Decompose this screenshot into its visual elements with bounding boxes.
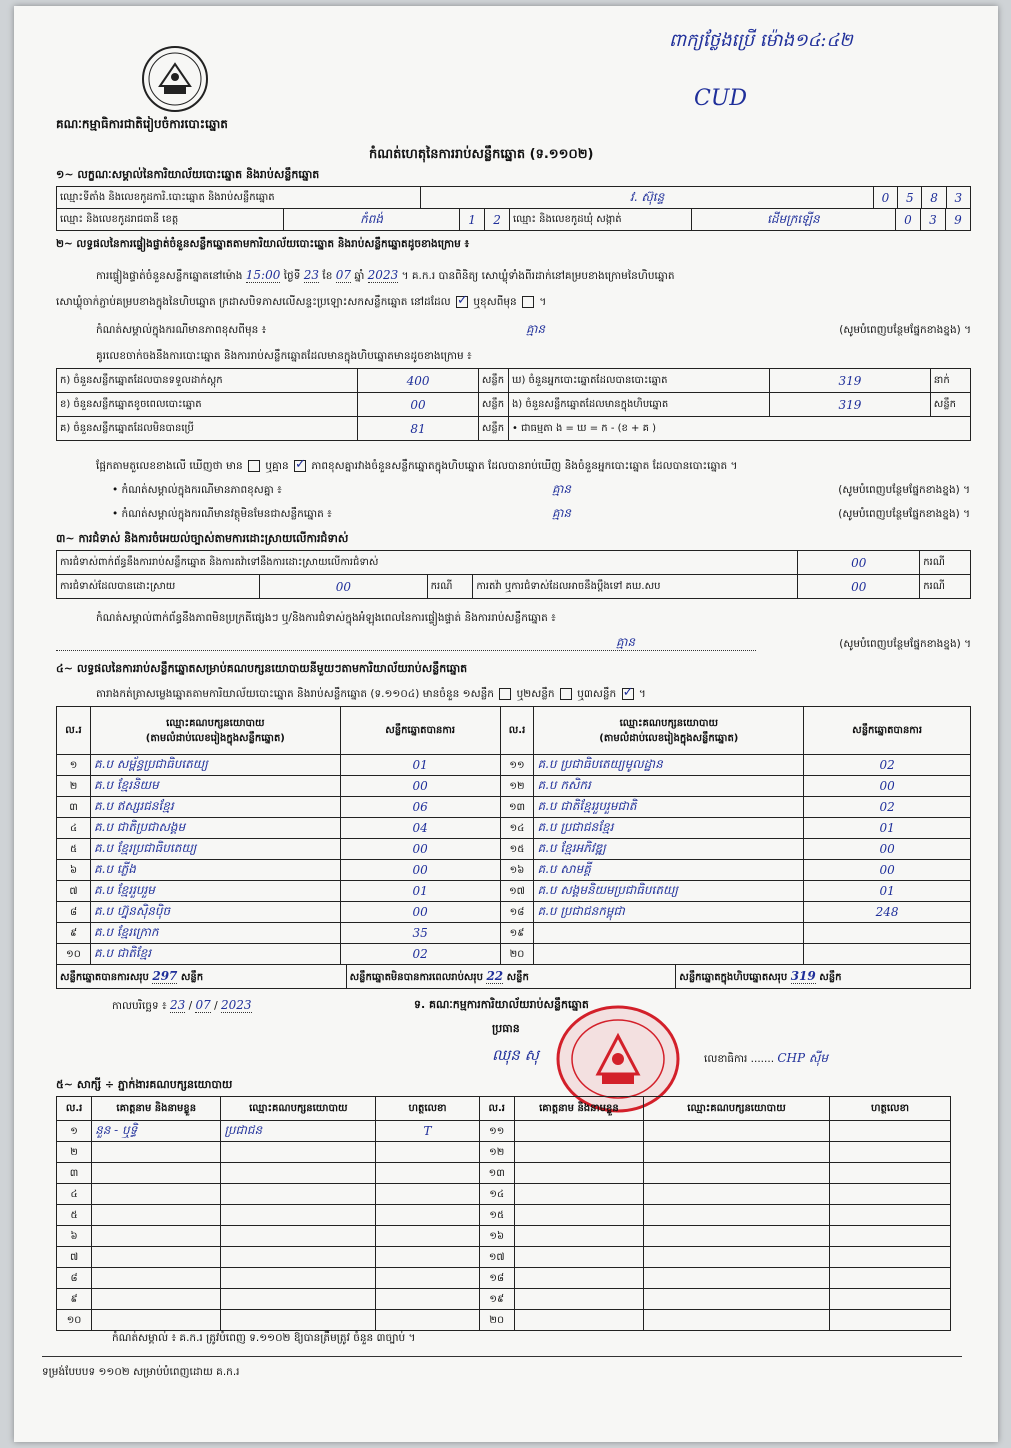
day-label: ថ្ងៃទី [283, 270, 301, 282]
resolved-value: 00 [260, 575, 428, 599]
party-votes: 06 [340, 797, 500, 818]
col-votes: សន្លឹកឆ្នោតបានការ [340, 707, 500, 755]
witness-signature [376, 1268, 479, 1289]
witness-signature [376, 1226, 479, 1247]
bullet-2-label: • កំណត់សម្គាល់ក្នុងករណីមានវត្ថុមិនមែនជាសន្លឹកឆ្នោត ៖ [112, 508, 332, 520]
org-name: គណៈកម្មាធិការជាតិរៀបចំការបោះឆ្នោត [56, 117, 228, 131]
party-name: គ.ប ខ្មែរប្រជាធិបតេយ្យ [90, 839, 340, 860]
one-sheet-checkbox[interactable] [499, 688, 511, 700]
count-b-value: 00 [358, 393, 479, 417]
witness-note: កំណត់សម្គាល់ ៖ គ.ក.រ ត្រូវបំពេញ ទ.១១០២ ឱ្យបានត្រឹមត្រូវ ចំនួន ៣ច្បាប់ ។ [112, 1332, 416, 1344]
appeal-label: ការតវ៉ា ឬការជំទាស់ដែលអាចនឹងប្តឹងទៅ គឃ.សប [473, 575, 798, 599]
party-number: ៤ [57, 818, 91, 839]
party-votes: 00 [804, 776, 971, 797]
count-e-label: ង) ចំនួនសន្លឹកឆ្នោតដែលមានក្នុងហិបឆ្នោត [508, 393, 769, 417]
witness-signature [376, 1142, 479, 1163]
witness-party [221, 1184, 376, 1205]
party-number: ១៨ [500, 902, 534, 923]
party-name: គ.ប សង្គមនិយមប្រជាធិបតេយ្យ [534, 881, 804, 902]
w-col-party: ឈ្មោះគណបក្សនយោបាយ [221, 1097, 376, 1121]
complaints-row1-value: 00 [798, 551, 920, 575]
witness-party [643, 1142, 829, 1163]
totals-table [56, 964, 971, 989]
verify-year: 2023 [367, 268, 399, 282]
witness-signature [830, 1184, 951, 1205]
witness-signature [830, 1268, 951, 1289]
party-row [57, 860, 971, 881]
month-label: ខែ [322, 270, 333, 282]
changed-label: ឬខុសពីមុន [473, 296, 517, 308]
total-box-cell: សន្លឹកឆ្នោតក្នុងហិបឆ្នោតសរុប 319 សន្លឹក [676, 965, 971, 989]
witness-name [514, 1310, 643, 1331]
count-a-label: ក) ចំនួនសន្លឹកឆ្នោតដែលបានទទួលដាក់ស្តុក [57, 369, 358, 393]
witness-signature [376, 1289, 479, 1310]
change-note-label: កំណត់សម្គាល់ក្នុងករណីមានភាពខុសពីមុន ៖ [96, 324, 267, 336]
nec-logo-icon [140, 44, 210, 114]
witness-party [221, 1310, 376, 1331]
witness-signature [830, 1142, 951, 1163]
tally-sheet-line: តារាងកត់ត្រាសម្លេងឆ្នោតតាមការិយាល័យបោះឆ្នោត និងរាប់សន្លឹកឆ្នោត (ទ.១១០៤) មានចំនួន ១សន្លឹក ឬ២សន្លឹក ឬ៣សន្លឹក ✓ ។ [96, 688, 646, 703]
col-party-right: ឈ្មោះគណបក្សនយោបាយ (តាមលំដាប់លេខរៀងក្នុងសន្លឹកឆ្នោត) [534, 707, 804, 755]
witness-name [514, 1142, 643, 1163]
witness-number: ៧ [57, 1247, 92, 1268]
count-c-unit: សន្លឹក [478, 417, 508, 441]
witness-number: ២ [57, 1142, 92, 1163]
party-number: ១៥ [500, 839, 534, 860]
witness-signature: T [376, 1121, 479, 1142]
party-name: គ.ប កសិករ [534, 776, 804, 797]
counts-table [56, 368, 971, 441]
changed-checkbox[interactable] [522, 296, 534, 308]
bullet-1-value: គ្មាន [552, 482, 572, 496]
total-valid: 297 [152, 968, 178, 983]
formula-text: • ជាធម្មតា ង = ឃ = ក - (ខ + គ ) [508, 417, 970, 441]
w-col-sign-right: ហត្ថលេខា [830, 1097, 951, 1121]
has-discrepancy-checkbox[interactable] [248, 460, 260, 472]
party-votes [804, 923, 971, 944]
bullet-2-value: គ្មាន [552, 506, 572, 520]
col-no: ល.រ [57, 707, 91, 755]
count-a-unit: សន្លឹក [478, 369, 508, 393]
party-name: គ.ប ជាតិប្រជាសង្គម [90, 818, 340, 839]
commune-code-1: 0 [896, 209, 921, 231]
w-col-sign: ហត្ថលេខា [376, 1097, 479, 1121]
party-row [57, 818, 971, 839]
province-code-2: 2 [485, 209, 510, 231]
witness-row [57, 1247, 951, 1268]
w-col-no: ល.រ [57, 1097, 92, 1121]
w-col-name-right: គោត្តនាម និងនាមខ្លួន [514, 1097, 643, 1121]
witness-party [221, 1205, 376, 1226]
party-number: ១៦ [500, 860, 534, 881]
discrepancy-tail: ភាពខុសគ្នារវាងចំនួនសន្លឹកឆ្នោតក្នុងហិបឆ្នោត ដែលបានរាប់ឃើញ និងចំនួនអ្នកបោះឆ្នោត ដែលបានបោះឆ្នោត ។ [311, 460, 738, 472]
party-results-table [56, 706, 971, 965]
witness-party [643, 1268, 829, 1289]
party-number: ១៤ [500, 818, 534, 839]
verify-day: 23 [303, 268, 320, 282]
party-number: ៧ [57, 881, 91, 902]
party-number: ៨ [57, 902, 91, 923]
fill-hint-2: (សូមបំពេញបន្ថែមផ្នែកខាងខ្នង) ។ [838, 484, 970, 496]
witness-name [92, 1289, 221, 1310]
change-note-value: គ្មាន [526, 322, 546, 336]
witness-party [221, 1226, 376, 1247]
count-b-unit: សន្លឹក [478, 393, 508, 417]
handwritten-initials: CUD [694, 86, 748, 111]
party-row [57, 839, 971, 860]
station-code-1: 0 [873, 187, 897, 209]
irregularity-note-value: គ្មាន [616, 635, 636, 649]
handwritten-time-note: ពាក្យថ្លែងប្រើ ម៉ោង១៤:៤២ [669, 30, 853, 51]
col-party: ឈ្មោះគណបក្សនយោបាយ (តាមលំដាប់លេខរៀងក្នុងសន្លឹកឆ្នោត) [90, 707, 340, 755]
section-2-heading: ២~ លទ្ធផលនៃការផ្ទៀងផ្ទាត់ចំនួនសន្លឹកឆ្នោតតាមការិយាល័យបោះឆ្នោត និងរាប់សន្លឹកឆ្នោតដូចខាងក្រោម ៖ [56, 238, 470, 250]
bullet-1-label: • កំណត់សម្គាល់ក្នុងករណីមានភាពខុសគ្នា ៖ [112, 484, 282, 496]
party-name: គ.ប ប្រជាជនកម្ពុជា [534, 902, 804, 923]
section-1-heading: ១~ លក្ខណៈសម្គាល់នៃការិយាល័យបោះឆ្នោត និងរាប់សន្លឹកឆ្នោត [56, 168, 320, 181]
two-sheet-label: ឬ២សន្លឹក [516, 688, 555, 700]
form-title: កំណត់ហេតុនៃការរាប់សន្លឹកឆ្នោត (ទ.១១០២) [369, 147, 594, 162]
party-number: ៥ [57, 839, 91, 860]
form-footer: ទម្រង់បែបបទ ១១០២ សម្រាប់បំពេញដោយ គ.ក.រ [42, 1366, 240, 1378]
party-name [534, 923, 804, 944]
witness-signature [830, 1310, 951, 1331]
party-votes: 02 [340, 944, 500, 965]
section-3-heading: ៣~ ការជំទាស់ និងការចំអេយល់ច្បាស់តាមការដោះស្រាយលើការជំទាស់ [56, 532, 349, 545]
witness-number: ២០ [479, 1310, 514, 1331]
party-number: ១ [57, 755, 91, 776]
witness-number: ១៤ [479, 1184, 514, 1205]
province-name: កំពង់ [284, 209, 460, 231]
count-c-value: 81 [358, 417, 479, 441]
party-name: គ.ប សម្ព័ន្ធប្រជាធិបតេយ្យ [90, 755, 340, 776]
witness-number: ៩ [57, 1289, 92, 1310]
total-valid-cell: សន្លឹកឆ្នោតបានការសរុប 297 សន្លឹក [57, 965, 347, 989]
witness-signature [376, 1205, 479, 1226]
verify-line-tail: ។ គ.ក.រ បានពិនិត្យ សោឃ្លុំទាំងពីរដាក់នៅគម្របខាងក្រោមនៃហិបឆ្នោត [401, 270, 675, 282]
station-code-3: 8 [922, 187, 946, 209]
witness-signature [376, 1184, 479, 1205]
party-votes: 00 [340, 839, 500, 860]
party-name [534, 944, 804, 965]
witness-row [57, 1163, 951, 1184]
party-votes: 00 [804, 839, 971, 860]
resolved-unit: ករណី [427, 575, 473, 599]
fill-hint-3: (សូមបំពេញបន្ថែមផ្នែកខាងខ្នង) ។ [838, 508, 970, 520]
party-number: ៩ [57, 923, 91, 944]
witness-number: ១៣ [479, 1163, 514, 1184]
witness-name [514, 1163, 643, 1184]
w-col-no-right: ល.រ [479, 1097, 514, 1121]
witness-number: ១២ [479, 1142, 514, 1163]
party-votes: 00 [340, 902, 500, 923]
station-name: វ. ស៊ុន្ទេ [421, 187, 874, 209]
witness-number: ៤ [57, 1184, 92, 1205]
total-invalid-cell: សន្លឹកឆ្នោតមិនបានការពេលរាប់សរុប 22 សន្លឹក [346, 965, 676, 989]
witness-name [92, 1205, 221, 1226]
party-name: គ.ប ឥស្សរជនខ្មែរ [90, 797, 340, 818]
party-name: គ.ប ខ្មែរនិយម [90, 776, 340, 797]
witness-number: ១ [57, 1121, 92, 1142]
party-number: ៣ [57, 797, 91, 818]
total-box: 319 [790, 968, 816, 983]
discrepancy-label: ផ្អែកតាមតួលេខខាងលើ ឃើញថា មាន [96, 460, 243, 472]
witness-party [643, 1184, 829, 1205]
witness-party [643, 1310, 829, 1331]
witness-party [643, 1205, 829, 1226]
witness-name [514, 1289, 643, 1310]
witness-party [643, 1226, 829, 1247]
witness-name [92, 1268, 221, 1289]
count-d-unit: នាក់ [930, 369, 970, 393]
party-row [57, 944, 971, 965]
secretary-signature: CHP សុីម [777, 1051, 828, 1065]
party-votes: 02 [804, 755, 971, 776]
change-note-line [96, 324, 971, 339]
complaints-table [56, 550, 971, 599]
location-table [56, 208, 971, 231]
witness-party [221, 1163, 376, 1184]
chair-label: ប្រធាន [492, 1022, 520, 1035]
witness-number: ១៧ [479, 1247, 514, 1268]
irregularity-note-line [56, 635, 971, 652]
verify-month: 07 [335, 268, 351, 282]
party-votes: 01 [340, 881, 500, 902]
party-number: ១៧ [500, 881, 534, 902]
counts-intro: គូរលេខចាក់ចងនឹងការបោះឆ្នោត និងការរាប់សន្លឹកឆ្នោតដែលមានក្នុងហិបឆ្នោតមានដូចខាងក្រោម ៖ [96, 350, 472, 362]
w-col-name: គោត្តនាម និងនាមខ្លួន [92, 1097, 221, 1121]
witness-party [643, 1163, 829, 1184]
party-votes: 00 [804, 860, 971, 881]
party-name: គ.ប ប្រជាធិបតេយ្យមូលដ្ឋាន [534, 755, 804, 776]
three-sheet-checkbox[interactable] [622, 688, 634, 700]
date-day: 23 [169, 998, 186, 1012]
chair-signature: ឈុន សុ [492, 1046, 539, 1064]
witness-signature [830, 1289, 951, 1310]
complaints-row1-label: ការជំទាស់ពាក់ព័ន្ធនឹងការរាប់សន្លឹកឆ្នោត និងការតវ៉ាទៅនឹងការដោះស្រាយលើការជំទាស់ [57, 551, 798, 575]
party-row [57, 797, 971, 818]
witness-party [643, 1121, 829, 1142]
party-name: គ.ប ខ្មែរក្រោក [90, 923, 340, 944]
witness-name [514, 1226, 643, 1247]
party-number: ២ [57, 776, 91, 797]
verify-time: 15:00 [245, 268, 281, 282]
count-d-label: ឃ) ចំនួនអ្នកបោះឆ្នោតដែលបានបោះឆ្នោត [508, 369, 769, 393]
witness-name [514, 1268, 643, 1289]
label-station: ឈ្មោះទីតាំង និងលេខកូដការិ.បោះឆ្នោត និងរាប់សន្លឹកឆ្នោត [57, 187, 421, 209]
party-number: ១២ [500, 776, 534, 797]
party-name: គ.ប ជាតិខ្មែររួបរួមជាតិ [534, 797, 804, 818]
witness-row [57, 1142, 951, 1163]
party-row [57, 755, 971, 776]
witness-row [57, 1310, 951, 1331]
witness-party [221, 1268, 376, 1289]
party-name: គ.ប ខ្មែររួបរួម [90, 881, 340, 902]
count-c-label: គ) ចំនួនសន្លឹកឆ្នោតដែលមិនបានប្រើ [57, 417, 358, 441]
party-number: ១៣ [500, 797, 534, 818]
ballot-count-form [14, 6, 998, 1442]
bullet-1-line [112, 484, 970, 499]
bullet-2-line [112, 508, 970, 523]
witness-row [57, 1289, 951, 1310]
party-number: ១១ [500, 755, 534, 776]
party-votes [804, 944, 971, 965]
party-votes: 04 [340, 818, 500, 839]
witness-name [92, 1163, 221, 1184]
party-votes: 01 [804, 818, 971, 839]
station-code-4: 3 [946, 187, 970, 209]
resolved-label: ការជំទាស់ដែលបានដោះស្រាយ [57, 575, 260, 599]
col-votes-right: សន្លឹកឆ្នោតបានការ [804, 707, 971, 755]
w-col-party-right: ឈ្មោះគណបក្សនយោបាយ [643, 1097, 829, 1121]
year-label: ឆ្នាំ [354, 270, 365, 282]
fill-hint-1: (សូមបំពេញបន្ថែមផ្នែកខាងខ្នង) ។ [839, 324, 971, 336]
party-name: គ.ប ភ្លើង [90, 860, 340, 881]
three-sheet-label: ឬ៣សន្លឹក [577, 688, 617, 700]
party-name: គ.ប ប្រជាជនខ្មែរ [534, 818, 804, 839]
witness-number: ៣ [57, 1163, 92, 1184]
party-number: ៦ [57, 860, 91, 881]
witness-party [643, 1289, 829, 1310]
party-votes: 01 [804, 881, 971, 902]
commune-code-3: 9 [945, 209, 970, 231]
party-votes: 01 [340, 755, 500, 776]
no-discrepancy-checkbox[interactable] [294, 460, 306, 472]
witness-party: ប្រជាជន [221, 1121, 376, 1142]
committee-label: ទ. គណៈកម្មការការិយាល័យរាប់សន្លឹកឆ្នោត [414, 998, 589, 1011]
commune-code-2: 3 [920, 209, 945, 231]
party-number: ២០ [500, 944, 534, 965]
date-month: 07 [195, 998, 211, 1012]
witness-signature [376, 1310, 479, 1331]
witness-party [643, 1247, 829, 1268]
witness-table [56, 1096, 951, 1331]
witness-name: នួន - ឬទ្ធិ [92, 1121, 221, 1142]
witness-number: ១៨ [479, 1268, 514, 1289]
party-row [57, 776, 971, 797]
party-number: ១០ [57, 944, 91, 965]
party-votes: 248 [804, 902, 971, 923]
witness-name [92, 1247, 221, 1268]
witness-name [514, 1121, 643, 1142]
discrepancy-line [96, 460, 737, 475]
tally-intro: តារាងកត់ត្រាសម្លេងឆ្នោតតាមការិយាល័យបោះឆ្នោត និងរាប់សន្លឹកឆ្នោត (ទ.១១០៤) មានចំនួន ១សន្លឹក [96, 688, 494, 700]
party-votes: 00 [340, 860, 500, 881]
witness-party [221, 1247, 376, 1268]
witness-name [514, 1205, 643, 1226]
party-row [57, 881, 971, 902]
same-checkbox[interactable] [456, 296, 468, 308]
witness-row [57, 1268, 951, 1289]
witness-name [514, 1247, 643, 1268]
witness-name [514, 1184, 643, 1205]
count-e-value: 319 [770, 393, 931, 417]
witness-number: ១៩ [479, 1289, 514, 1310]
total-invalid: 22 [486, 968, 504, 983]
party-name: គ.ប ខ្មែរអភិវឌ្ឍ [534, 839, 804, 860]
witness-party [221, 1289, 376, 1310]
province-code-1: 1 [460, 209, 485, 231]
witness-number: ៨ [57, 1268, 92, 1289]
witness-number: ១០ [57, 1310, 92, 1331]
party-name: គ.ប ជាតិខ្មែរ [90, 944, 340, 965]
col-no-right: ល.រ [500, 707, 534, 755]
complaints-row1-unit: ករណី [920, 551, 971, 575]
secretary-line: លេខាធិការ ....... CHP សុីម [704, 1051, 828, 1065]
witness-signature [830, 1205, 951, 1226]
witness-number: ១៦ [479, 1226, 514, 1247]
party-votes: 02 [804, 797, 971, 818]
witness-number: ១១ [479, 1121, 514, 1142]
seal-line: សោឃ្លុំចាក់ភ្ជាប់គម្របខាងក្នុងនៃហិបឆ្នោត ក្រដាសបិទភាសលើសន្ទះប្រឡោះសកសន្លឹកឆ្នោត នៅដដែល ✓ ឬខុសពីមុន ។ [56, 296, 546, 311]
witness-name [92, 1184, 221, 1205]
witness-signature [830, 1121, 951, 1142]
witness-signature [830, 1247, 951, 1268]
count-b-label: ខ) ចំនួនសន្លឹកឆ្នោតខូចពេលបោះឆ្នោត [57, 393, 358, 417]
date-year: 2023 [220, 998, 252, 1012]
witness-name [92, 1142, 221, 1163]
witness-name [92, 1226, 221, 1247]
party-votes: 35 [340, 923, 500, 944]
date-line: កាលបរិច្ឆេទ ៖ 23 / 07 / 2023 [112, 998, 252, 1012]
witness-signature [376, 1163, 479, 1184]
verify-time-label: ការផ្ទៀងផ្ទាត់ចំនួនសន្លឹកឆ្នោតនៅម៉ោង [96, 270, 243, 282]
party-votes: 00 [340, 776, 500, 797]
witness-number: ៦ [57, 1226, 92, 1247]
count-a-value: 400 [358, 369, 479, 393]
witness-row [57, 1184, 951, 1205]
party-name: គ.ប ហ្វ៊ុនស៊ិនប៉ិច [90, 902, 340, 923]
party-row [57, 902, 971, 923]
witness-signature [830, 1163, 951, 1184]
witness-number: ១៥ [479, 1205, 514, 1226]
party-number: ១៩ [500, 923, 534, 944]
label-commune: ឈ្មោះ និងលេខកូដឃុំ សង្កាត់ [510, 209, 692, 231]
witness-name [92, 1310, 221, 1331]
label-province: ឈ្មោះ និងលេខកូដរាជធានី ខេត្ត [57, 209, 284, 231]
party-name: គ.ប សាមគ្គី [534, 860, 804, 881]
witness-row [57, 1121, 951, 1142]
witness-signature [376, 1247, 479, 1268]
witness-row [57, 1226, 951, 1247]
section-5-heading: ៥~ សាក្សី ÷ ភ្នាក់ងារគណបក្សនយោបាយ [56, 1078, 233, 1091]
party-row [57, 923, 971, 944]
witness-number: ៥ [57, 1205, 92, 1226]
irregularity-note-label: កំណត់សម្គាល់ពាក់ព័ន្ធនឹងភាពមិនប្រក្រតីផ្សេងៗ ឬ/និងការជំទាស់ក្នុងអំឡុងពេលនៃការផ្ទៀងផ្ទាត់ និងការរាប់សន្លឹកឆ្នោត ៖ [96, 612, 556, 624]
verify-line [96, 268, 675, 285]
fill-hint-4: (សូមបំពេញបន្ថែមផ្នែកខាងខ្នង) ។ [839, 638, 971, 650]
station-table [56, 186, 971, 209]
seal-text: សោឃ្លុំចាក់ភ្ជាប់គម្របខាងក្នុងនៃហិបឆ្នោត ក្រដាសបិទភាសលើសន្ទះប្រឡោះសកសន្លឹកឆ្នោត នៅដដែល [56, 296, 451, 308]
count-d-value: 319 [770, 369, 931, 393]
witness-row [57, 1205, 951, 1226]
count-e-unit: សន្លឹក [930, 393, 970, 417]
no-discrepancy-label: ឬគ្មាន [265, 460, 289, 472]
section-4-heading: ៤~ លទ្ធផលនៃការរាប់សន្លឹកឆ្នោតសម្រាប់គណបក្សនយោបាយនីមួយៗតាមការិយាល័យរាប់សន្លឹកឆ្នោត [56, 662, 468, 675]
witness-signature [830, 1226, 951, 1247]
commune-name: ដើមក្រឡើន [691, 209, 895, 231]
appeal-value: 00 [798, 575, 920, 599]
two-sheet-checkbox[interactable] [560, 688, 572, 700]
station-code-2: 5 [898, 187, 922, 209]
witness-party [221, 1142, 376, 1163]
appeal-unit: ករណី [920, 575, 971, 599]
